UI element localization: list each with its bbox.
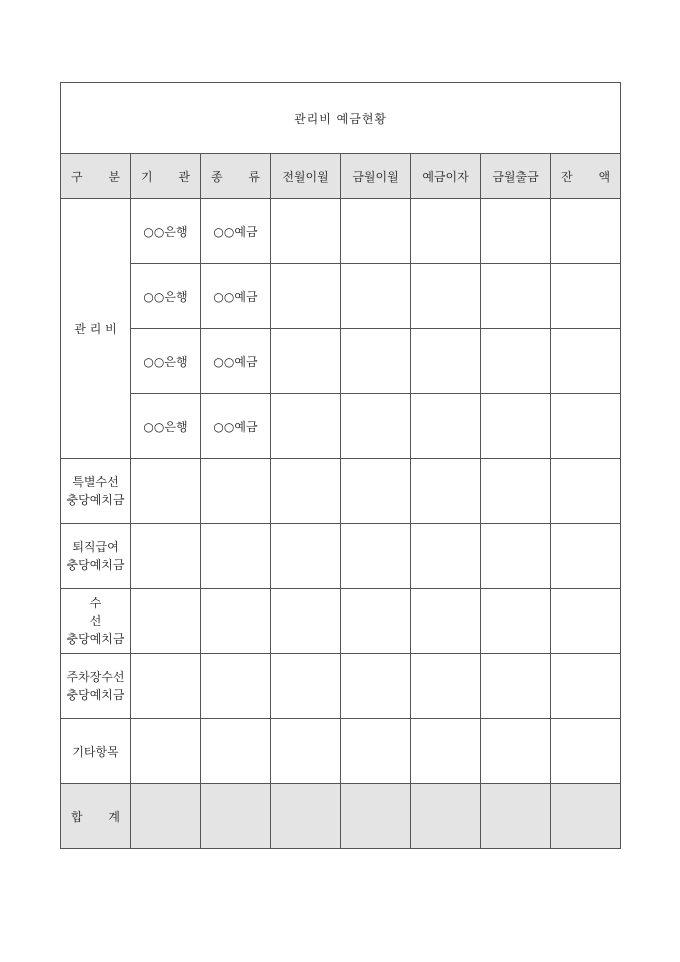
empty-cell	[411, 784, 481, 849]
empty-cell	[271, 524, 341, 589]
empty-cell	[411, 589, 481, 654]
empty-cell	[271, 199, 341, 264]
type-cell: ○○예금	[201, 329, 271, 394]
empty-cell	[341, 459, 411, 524]
empty-cell	[411, 459, 481, 524]
empty-cell	[551, 264, 621, 329]
empty-cell	[271, 329, 341, 394]
empty-cell	[341, 264, 411, 329]
institution-cell: ○○은행	[131, 264, 201, 329]
empty-cell	[551, 459, 621, 524]
institution-cell: ○○은행	[131, 394, 201, 459]
empty-cell	[341, 394, 411, 459]
empty-cell	[411, 524, 481, 589]
empty-cell	[271, 264, 341, 329]
empty-cell	[481, 784, 551, 849]
header-gigwan: 기 관	[131, 154, 201, 199]
parking-label: 주차장수선 충당예치금	[61, 654, 131, 719]
empty-cell	[411, 199, 481, 264]
table-row	[61, 524, 621, 589]
empty-cell	[131, 589, 201, 654]
empty-cell	[411, 719, 481, 784]
header-jongryu: 종 류	[201, 154, 271, 199]
special-repair-label: 특별수선 충당예치금	[61, 459, 131, 524]
empty-cell	[131, 524, 201, 589]
table-title: 관리비 예금현황	[61, 83, 621, 154]
table-row	[61, 199, 621, 264]
empty-cell	[271, 654, 341, 719]
empty-cell	[341, 784, 411, 849]
empty-cell	[201, 459, 271, 524]
empty-cell	[551, 719, 621, 784]
empty-cell	[201, 589, 271, 654]
empty-cell	[481, 329, 551, 394]
empty-cell	[271, 719, 341, 784]
empty-cell	[481, 654, 551, 719]
header-curr-carry: 금월이월	[341, 154, 411, 199]
empty-cell	[341, 329, 411, 394]
empty-cell	[131, 654, 201, 719]
empty-cell	[271, 394, 341, 459]
header-balance: 잔 액	[551, 154, 621, 199]
empty-cell	[341, 719, 411, 784]
table-row	[61, 459, 621, 524]
empty-cell	[551, 654, 621, 719]
total-label: 합 계	[61, 784, 131, 849]
empty-cell	[341, 654, 411, 719]
empty-cell	[201, 654, 271, 719]
table-row	[61, 654, 621, 719]
empty-cell	[201, 784, 271, 849]
empty-cell	[271, 459, 341, 524]
empty-cell	[271, 784, 341, 849]
empty-cell	[481, 719, 551, 784]
gwanri-label: 관 리 비	[61, 199, 131, 459]
empty-cell	[481, 264, 551, 329]
empty-cell	[201, 524, 271, 589]
empty-cell	[551, 199, 621, 264]
empty-cell	[411, 654, 481, 719]
empty-cell	[131, 784, 201, 849]
type-cell: ○○예금	[201, 199, 271, 264]
empty-cell	[551, 329, 621, 394]
header-interest: 예금이자	[411, 154, 481, 199]
empty-cell	[481, 199, 551, 264]
empty-cell	[481, 394, 551, 459]
empty-cell	[411, 264, 481, 329]
header-gubun: 구 분	[61, 154, 131, 199]
empty-cell	[411, 329, 481, 394]
empty-cell	[131, 719, 201, 784]
empty-cell	[481, 589, 551, 654]
empty-cell	[551, 394, 621, 459]
empty-cell	[341, 524, 411, 589]
retirement-label: 퇴직급여 충당예치금	[61, 524, 131, 589]
type-cell: ○○예금	[201, 394, 271, 459]
empty-cell	[551, 784, 621, 849]
type-cell: ○○예금	[201, 264, 271, 329]
table-row	[61, 394, 621, 459]
empty-cell	[271, 589, 341, 654]
other-label: 기타항목	[61, 719, 131, 784]
empty-cell	[341, 199, 411, 264]
table-row	[61, 589, 621, 654]
empty-cell	[201, 719, 271, 784]
institution-cell: ○○은행	[131, 329, 201, 394]
empty-cell	[131, 459, 201, 524]
table-row	[61, 719, 621, 784]
empty-cell	[481, 524, 551, 589]
empty-cell	[341, 589, 411, 654]
header-row	[61, 154, 621, 199]
header-prev-carry: 전월이월	[271, 154, 341, 199]
table-row	[61, 329, 621, 394]
empty-cell	[411, 394, 481, 459]
table-row	[61, 264, 621, 329]
empty-cell	[551, 524, 621, 589]
header-curr-withdraw: 금월출금	[481, 154, 551, 199]
total-row	[61, 784, 621, 849]
repair-label: 수 선 충당예치금	[61, 589, 131, 654]
institution-cell: ○○은행	[131, 199, 201, 264]
title-row	[61, 83, 621, 154]
deposit-status-table	[60, 82, 621, 849]
empty-cell	[551, 589, 621, 654]
deposit-status-sheet	[60, 82, 620, 849]
empty-cell	[481, 459, 551, 524]
